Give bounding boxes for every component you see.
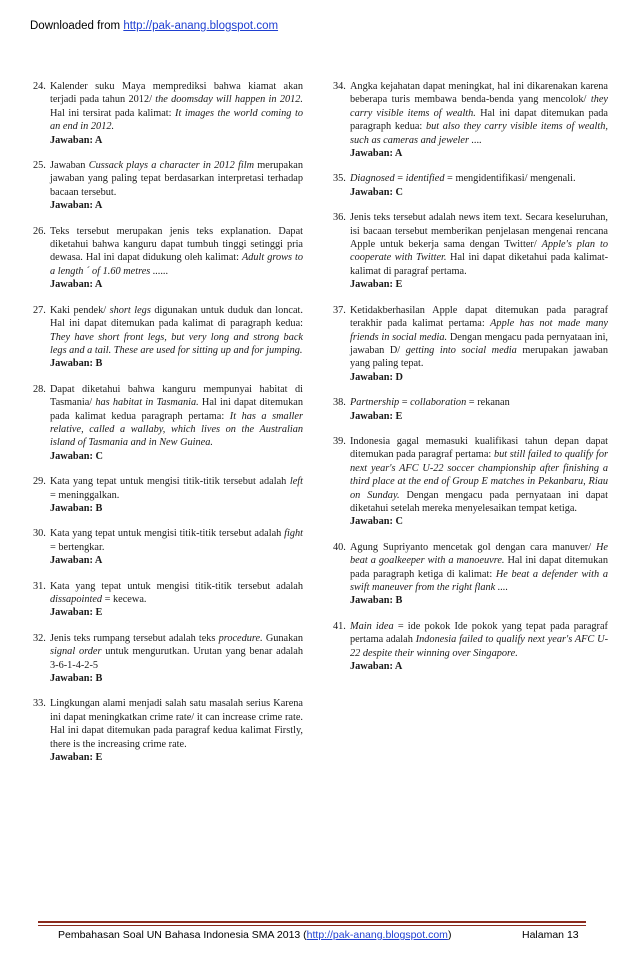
entry-quote: Indonesia failed to qualify next year's AFC U-22 despite their winning over Singapore. [350, 634, 608, 659]
entry-number: 25. [33, 160, 46, 172]
entry-answer: Jawaban: B [50, 358, 103, 370]
entry-quote: Cussack plays a character in 2012 film [88, 160, 255, 172]
entry-number: 41. [333, 620, 346, 632]
entry-answer: Jawaban: D [350, 371, 403, 383]
right-answer-column [333, 80, 608, 673]
entry-text: = rekanan [466, 397, 510, 409]
entry-text: = kecewa. [102, 594, 147, 605]
download-source-note [30, 20, 278, 32]
left-answer-column [33, 80, 303, 764]
answer-entry [33, 159, 303, 213]
entry-text: Dengan mengacu pada pernyataan ini, jawaban D/ [350, 331, 609, 356]
entry-text: Hal ini dapat ditemukan pada kalimat kedua paragraph pertama: [50, 397, 304, 422]
entry-answer: Jawaban: A [50, 279, 103, 291]
entry-explanation [50, 304, 303, 358]
entry-number: 31. [33, 580, 46, 592]
entry-answer: Jawaban: E [350, 279, 403, 291]
answer-entry [33, 632, 303, 686]
entry-explanation [50, 527, 303, 554]
entry-quote: procedure. [218, 632, 263, 644]
entry-explanation [50, 632, 303, 672]
answer-entry [33, 383, 303, 463]
entry-quote: left [289, 476, 303, 488]
entry-explanation [350, 541, 608, 595]
footer-title-close: ) [447, 929, 452, 941]
entry-answer: Jawaban: B [50, 673, 103, 685]
entry-text: Teks tersebut merupakan jenis teks explanation. Dapat diketahui bahwa kanguru dapat tumbuh tinggi setinggi pria dewasa. Hal ini dapat didukung oleh kalimat: [50, 225, 303, 264]
entry-quote: Diagnosed [350, 173, 395, 185]
entry-text: = [399, 397, 411, 409]
entry-explanation [50, 580, 303, 607]
entry-quote: He beat a goalkeeper with a manoeuvre. [350, 541, 608, 567]
entry-quote: but still failed to qualify for next year's AFC U-22 soccer championship after finishing a third place at the end of Group E matches in Pekanbaru, Riau on Sunday. [350, 449, 609, 501]
answer-entry [333, 211, 608, 291]
answer-entry [333, 396, 608, 423]
entry-quote: short legs [109, 304, 151, 316]
answer-entry [33, 580, 303, 620]
entry-answer: Jawaban: C [50, 450, 103, 462]
entry-number: 40. [333, 541, 346, 553]
entry-explanation [50, 80, 303, 134]
entry-quote: collaboration [410, 397, 467, 409]
entry-explanation [350, 620, 608, 660]
answer-entry [333, 620, 608, 674]
entry-quote: Apple's plan to cooperate with Twitter. [350, 239, 608, 264]
answer-entry [33, 527, 303, 567]
entry-answer: Jawaban: A [350, 148, 403, 160]
entry-answer: Jawaban: A [350, 661, 403, 673]
entry-quote: It images the world coming to an end in 2012. [50, 107, 303, 133]
entry-number: 29. [33, 476, 46, 488]
answer-entry [333, 304, 608, 384]
entry-quote: identified [405, 173, 445, 185]
entry-quote: getting into social media [405, 344, 517, 356]
entry-quote: they carry visible items of wealth. [350, 94, 608, 119]
entry-number: 28. [33, 383, 46, 395]
entry-text: Gunakan [262, 632, 303, 644]
entry-number: 37. [333, 304, 346, 316]
entry-answer: Jawaban: A [50, 555, 103, 567]
answer-entry [333, 435, 608, 529]
footer-title [58, 929, 451, 941]
entry-number: 34. [333, 81, 346, 92]
entry-explanation [350, 304, 608, 371]
footer-title-text: Pembahasan Soal UN Bahasa Indonesia SMA 2013 ( [58, 929, 307, 941]
entry-number: 39. [333, 435, 346, 447]
download-source-link[interactable]: http://pak-anang.blogspot.com [123, 20, 279, 32]
entry-explanation [350, 211, 608, 278]
entry-quote: They have short front legs, but very long and strong back legs and a tail. These are used for sitting up and for jumping. [50, 331, 303, 356]
entry-explanation [50, 159, 303, 199]
entry-quote: has habitat in Tasmania. [95, 397, 199, 409]
entry-quote: It has a smaller relative, called a wallaby, which lives on the Australian island of Tasmania and in New Guinea. [50, 410, 303, 449]
entry-answer: Jawaban: A [50, 200, 103, 212]
entry-text: Dengan mengacu pada pernyataan ini dapat diketahui setelah mereka menyelesaikan tempat ketiga. [350, 489, 608, 514]
entry-text: merupakan jawaban yang paling tepat berdasarkan interpretasi terhadap bacaan tersebut. [50, 160, 303, 198]
entry-quote: but also they carry visible items of wealth, such as cameras and jeweler .... [350, 121, 608, 146]
entry-text: Dapat diketahui bahwa kanguru mempunyai habitat di Tasmania/ [50, 383, 303, 409]
entry-explanation [350, 80, 608, 147]
entry-text: Jenis teks rumpang tersebut adalah teks [50, 632, 219, 644]
entry-explanation [50, 225, 303, 279]
entry-quote: dissapointed [50, 594, 103, 605]
entry-text: Hal ini dapat diketahui pada kalimat-kalimat di paragraf pertama. [350, 252, 609, 277]
entry-explanation [50, 475, 303, 502]
entry-text: digunakan untuk duduk dan loncat. Hal ini dapat ditemukan pada kalimat di paragraph kedua: [50, 304, 303, 330]
entry-explanation [350, 172, 608, 185]
footer-rule-thick [38, 921, 586, 923]
entry-text: Agung Supriyanto mencetak gol dengan cara manuver/ [350, 541, 596, 553]
entry-quote: Partnership [350, 397, 400, 409]
entry-answer: Jawaban: C [350, 516, 403, 528]
footer-link[interactable]: http://pak-anang.blogspot.com [306, 929, 448, 941]
entry-answer: Jawaban: E [350, 410, 403, 422]
footer-rule-thin [38, 925, 586, 926]
entry-text: = meninggalkan. [50, 489, 120, 501]
entry-answer: Jawaban: C [350, 186, 403, 198]
entry-text: Lingkungan alami menjadi salah satu masalah serius Karena ini dapat meningkatkan crime rate/ it can increase crime rate. Hal ini dapat ditemukan pada paragraf kedua kalimat Firstly, there is the increasing crime rate. [50, 698, 303, 750]
entry-text: Indonesia gagal memasuki kualifikasi tahun depan dapat ditemukan pada paragraf pertama: [350, 435, 608, 461]
answer-entry [33, 304, 303, 371]
entry-explanation [350, 396, 608, 409]
entry-quote: signal order [50, 646, 102, 658]
entry-quote: Main idea [350, 620, 394, 632]
entry-text: = ide pokok Ide pokok yang tepat pada paragraf pertama adalah [350, 620, 608, 646]
entry-number: 27. [33, 304, 46, 316]
entry-text: Jawaban [50, 160, 89, 172]
answer-entry [333, 172, 608, 199]
entry-answer: Jawaban: B [350, 595, 403, 607]
entry-answer: Jawaban: A [50, 134, 103, 146]
entry-text: Jenis teks tersebut adalah news item text. Secara keseluruhan, isi bacaan tersebut memberikan penjelasan mengenai rencana Apple untuk bekerja sama dengan Twitter/ [350, 212, 608, 251]
entry-number: 30. [33, 528, 46, 540]
entry-text: merupakan jawaban yang paling tepat. [350, 344, 608, 370]
entry-number: 36. [333, 212, 346, 224]
answer-entry [33, 475, 303, 515]
entry-text: Kata yang tepat untuk mengisi titik-titik tersebut adalah [50, 528, 285, 540]
answer-entry [333, 80, 608, 160]
entry-text: Kata yang tepat untuk mengisi titik-titik tersebut adalah [50, 580, 303, 592]
entry-text: Angka kejahatan dapat meningkat, hal ini dikarenakan karena beberapa turis membawa benda-benda yang mencolok/ [350, 81, 608, 106]
entry-text: Kalender suku Maya memprediksi bahwa kiamat akan terjadi pada tahun 2012/ [50, 81, 303, 106]
entry-number: 32. [33, 632, 46, 644]
entry-answer: Jawaban: B [50, 502, 103, 514]
entry-explanation [350, 435, 608, 515]
entry-text: Kaki pendek/ [50, 304, 110, 316]
entry-answer: Jawaban: E [50, 752, 103, 764]
entry-number: 24. [33, 81, 46, 92]
entry-quote: the doomsday will happen in 2012. [155, 94, 303, 106]
answer-entry [33, 225, 303, 292]
entry-text: Hal ini dapat ditemukan pada paragraph kedua: [350, 107, 608, 133]
entry-text: Hal ini dapat ditemukan pada paragraph ketiga di kalimat: [350, 555, 608, 580]
entry-number: 35. [333, 173, 346, 185]
entry-quote: Apple has not made many friends in social media. [350, 318, 608, 343]
entry-quote: fight [284, 528, 303, 540]
entry-text: Hal ini tersirat pada kalimat: [50, 107, 176, 119]
entry-quote: Adult grows to a length ´ of 1.60 metres ...... [50, 252, 303, 277]
entry-text: Ketidakberhasilan Apple dapat ditemukan pada paragraf terakhir pada kalimat pertama: [350, 304, 608, 330]
entry-text: = mengidentifikasi/ mengenali. [444, 173, 576, 185]
entry-explanation [50, 697, 303, 751]
answer-entry [333, 541, 608, 608]
footer-page-number: Halaman 13 [522, 929, 579, 941]
entry-quote: He beat a defender with a swift maneuver from the right flank .... [350, 568, 608, 593]
entry-text: Kata yang tepat untuk mengisi titik-titik tersebut adalah [50, 476, 290, 488]
download-source-prefix: Downloaded from [30, 20, 124, 32]
answer-entry [33, 697, 303, 764]
entry-answer: Jawaban: E [50, 607, 103, 619]
answer-entry [33, 80, 303, 147]
entry-number: 33. [33, 698, 46, 710]
entry-text: = [394, 173, 406, 185]
entry-explanation [50, 383, 303, 450]
entry-number: 38. [333, 397, 346, 409]
entry-text: = bertengkar. [50, 541, 105, 553]
entry-number: 26. [33, 225, 46, 237]
entry-text: untuk mengurutkan. Urutan yang benar adalah 3-6-1-4-2-5 [50, 646, 303, 671]
